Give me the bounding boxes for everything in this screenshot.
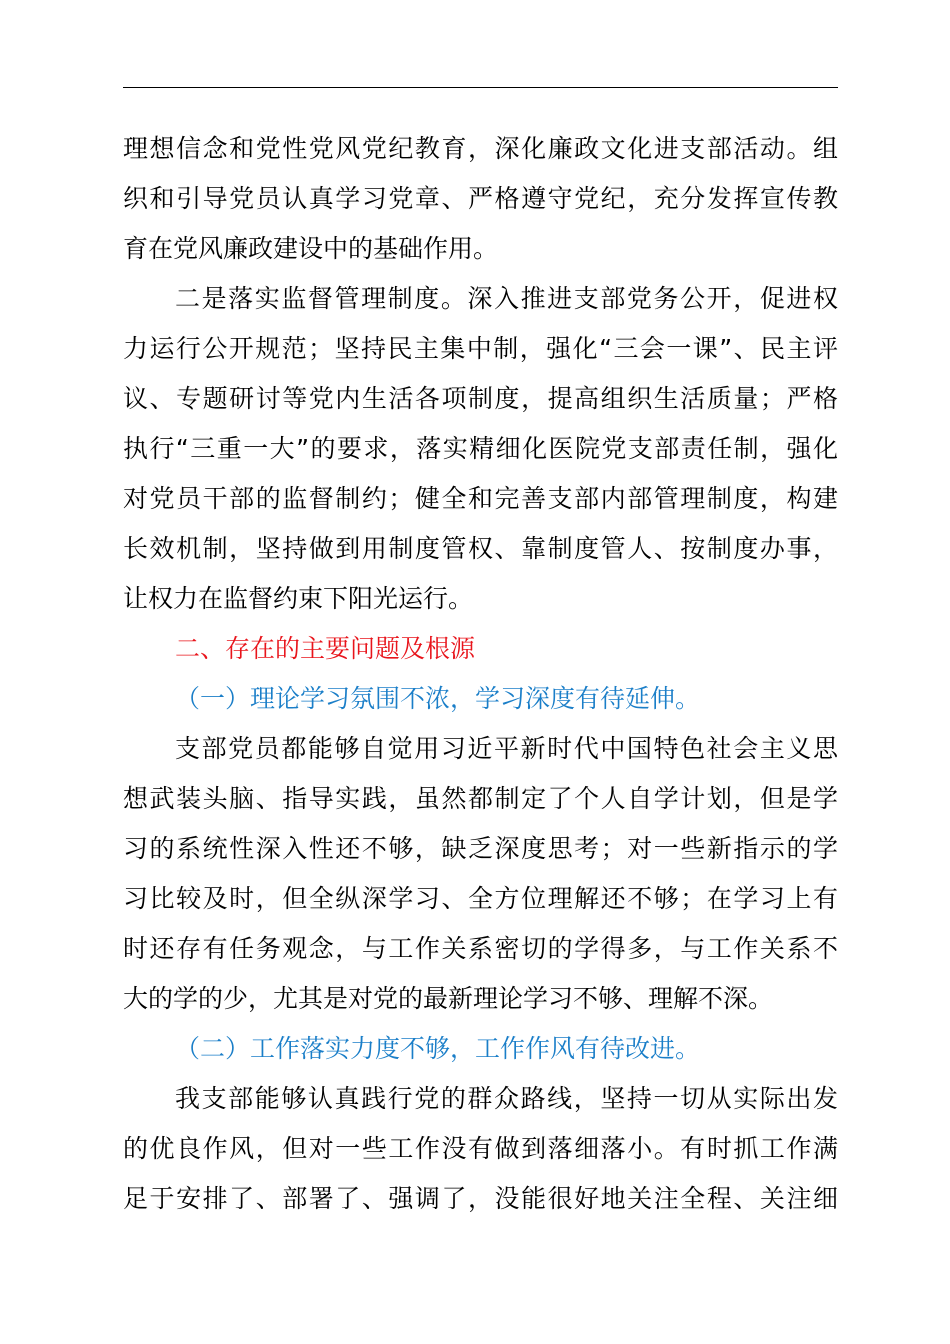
paragraph-line: 议、专题研讨等党内生活各项制度，提高组织生活质量；严格 (123, 384, 838, 413)
paragraph-line: 支部党员都能够自觉用习近平新时代中国特色社会主义思 (175, 734, 838, 763)
paragraph-line: 习的系统性深入性还不够，缺乏深度思考；对一些新指示的学 (123, 834, 838, 863)
paragraph-line: 想武装头脑、指导实践，虽然都制定了个人自学计划，但是学 (123, 784, 838, 813)
paragraph-line: 织和引导党员认真学习党章、严格遵守党纪，充分发挥宣传教 (123, 184, 838, 213)
paragraph-line: 长效机制，坚持做到用制度管权、靠制度管人、按制度办事， (123, 534, 838, 563)
paragraph-line: 足于安排了、部署了、强调了，没能很好地关注全程、关注细 (123, 1184, 838, 1213)
paragraph-line: 对党员干部的监督制约；健全和完善支部内部管理制度，构建 (123, 484, 838, 513)
paragraph-line: 让权力在监督约束下阳光运行。 (123, 584, 474, 613)
document-body (123, 124, 838, 1224)
paragraph-line: 时还存有任务观念，与工作关系密切的学得多，与工作关系不 (123, 934, 838, 963)
paragraph-line: 我支部能够认真践行党的群众路线，坚持一切从实际出发 (175, 1084, 838, 1113)
paragraph-line: 育在党风廉政建设中的基础作用。 (123, 234, 499, 263)
paragraph-line: 大的学的少，尤其是对党的最新理论学习不够、理解不深。 (123, 984, 774, 1013)
section-heading: 二、存在的主要问题及根源 (175, 634, 476, 663)
paragraph-line: 执行“三重一大”的要求，落实精细化医院党支部责任制，强化 (123, 434, 838, 463)
subsection-heading: （二）工作落实力度不够，工作作风有待改进。 (175, 1034, 701, 1063)
paragraph-line: 理想信念和党性党风党纪教育，深化廉政文化进支部活动。组 (123, 134, 838, 163)
subsection-heading: （一）理论学习氛围不浓，学习深度有待延伸。 (175, 684, 701, 713)
paragraph-line: 二是落实监督管理制度。深入推进支部党务公开，促进权 (175, 284, 838, 313)
header-rule (123, 87, 838, 88)
paragraph-line: 力运行公开规范；坚持民主集中制，强化“三会一课”、民主评 (123, 334, 838, 363)
paragraph-line: 习比较及时，但全纵深学习、全方位理解还不够；在学习上有 (123, 884, 838, 913)
paragraph-line: 的优良作风，但对一些工作没有做到落细落小。有时抓工作满 (123, 1134, 838, 1163)
